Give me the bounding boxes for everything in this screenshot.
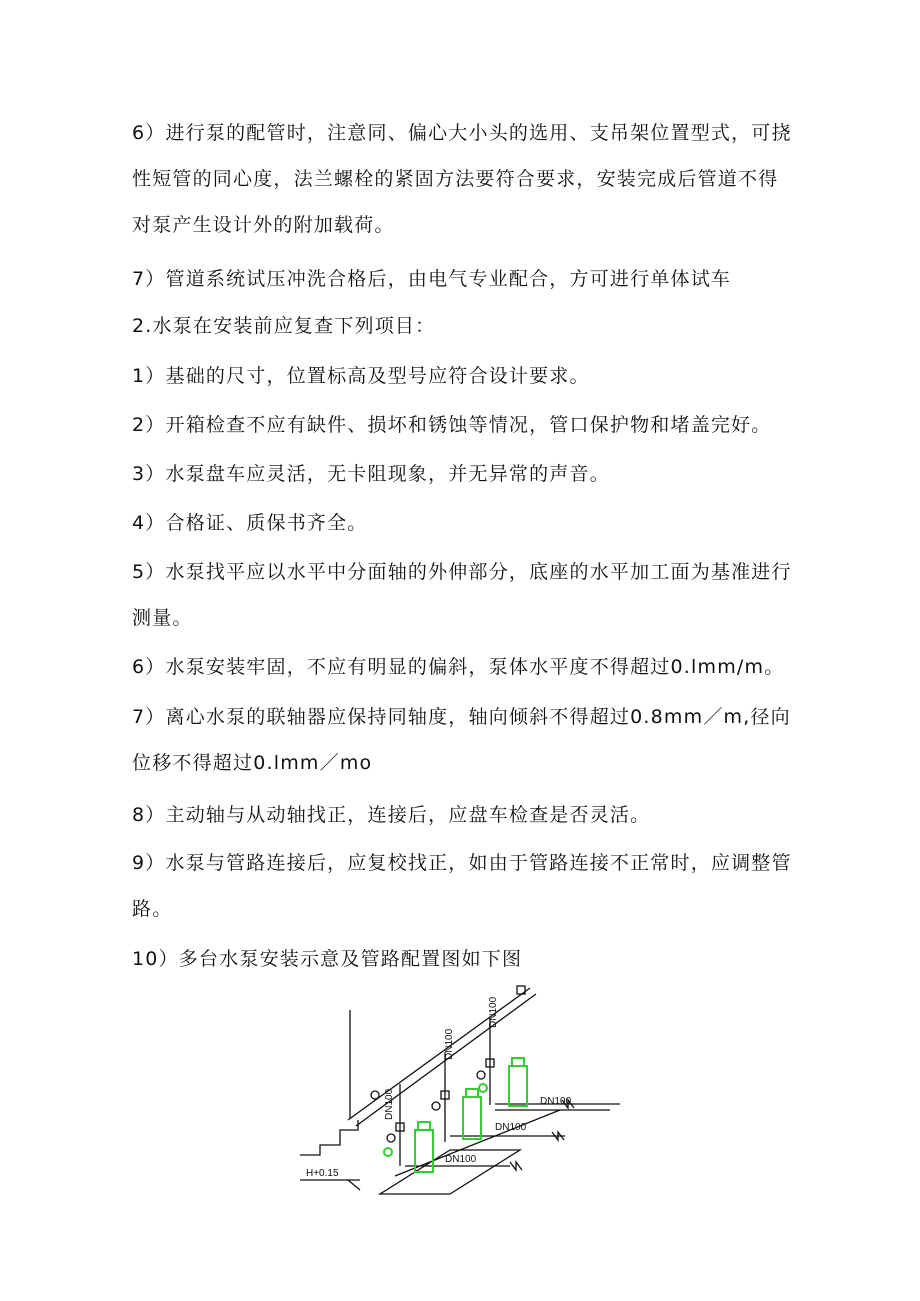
dn-label: DN100 — [495, 1122, 527, 1133]
section-heading-pre-install-checks: 2.水泵在安装前应复查下列项目： — [132, 315, 436, 337]
check-item-2: 2）开箱检查不应有缺件、损坏和锈蚀等情况，管口保护物和堵盖完好。 — [132, 414, 772, 436]
stair-hatch — [300, 1120, 358, 1155]
check-item-4: 4）合格证、质保书齐全。 — [132, 512, 368, 534]
check-item-5: 5）水泵找平应以水平中分面轴的外伸部分，底座的水平加工面为基准进行测量。 — [132, 561, 792, 629]
paragraph-7-trial-run: 7）管道系统试压冲洗合格后，由电气专业配合，方可进行单体试车 — [132, 268, 732, 290]
check-item-6: 6）水泵安装牢固，不应有明显的偏斜，泵体水平度不得超过0.lmm/m。 — [132, 656, 785, 678]
elevation-label: H+0.15 — [306, 1168, 339, 1179]
paragraph-6-piping: 6）进行泵的配管时，注意同、偏心大小头的选用、支吊架位置型式，可挠性短管的同心度，法兰螺栓的紧固方法要符合要求，安装完成后管道不得对泵产生设计外的附加载荷。 — [132, 122, 792, 236]
pump-body — [463, 1097, 481, 1139]
dn-label: DN100 — [444, 1028, 455, 1060]
check-item-3: 3）水泵盘车应灵活，无卡阻现象，并无异常的声音。 — [132, 463, 610, 485]
pump-body — [509, 1066, 527, 1106]
main-header-pipe — [348, 988, 530, 1120]
check-item-10: 10）多台水泵安装示意及管路配置图如下图 — [132, 948, 523, 970]
dn-label: DN100 — [384, 1088, 395, 1120]
dn-label: DN100 — [488, 996, 499, 1028]
check-item-8: 8）主动轴与从动轴找正，连接后，应盘车检查是否灵活。 — [132, 804, 651, 826]
check-item-1: 1）基础的尺寸，位置标高及型号应符合设计要求。 — [132, 365, 590, 387]
pump-installation-diagram — [300, 980, 630, 1200]
dn-label: DN100 — [540, 1096, 572, 1107]
check-item-7: 7）离心水泵的联轴器应保持同轴度，轴向倾斜不得超过0.8mm／m,径向位移不得超过0.lmm／mo — [132, 706, 791, 774]
dn-label: DN100 — [445, 1154, 477, 1165]
check-item-9: 9）水泵与管路连接后，应复校找正，如由于管路连接不正常时，应调整管路。 — [132, 852, 792, 920]
